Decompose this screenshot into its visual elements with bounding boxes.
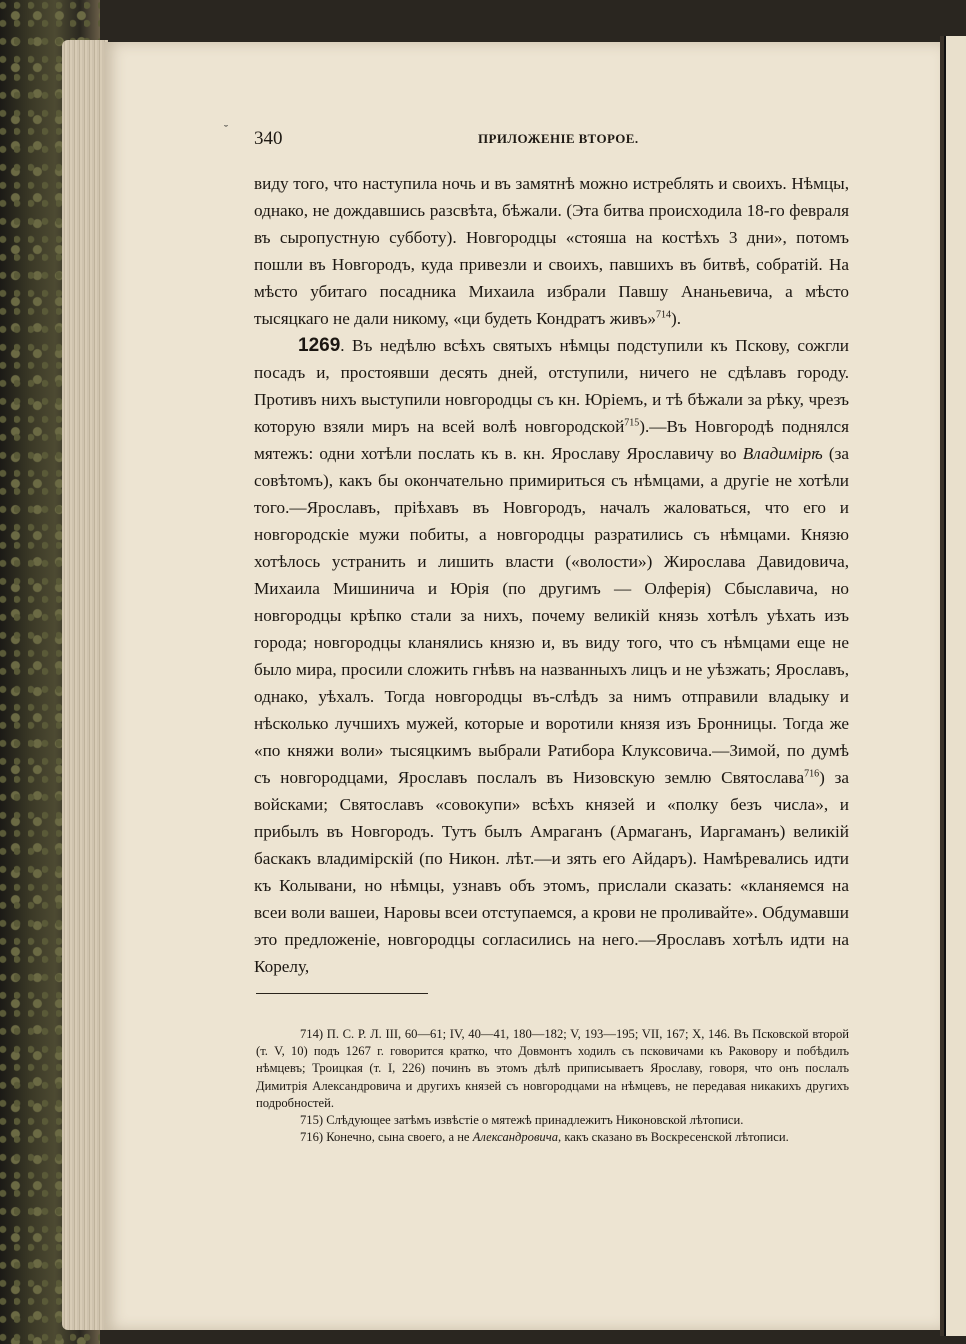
page-header <box>254 128 849 154</box>
running-head: ПРИЛОЖЕНІЕ ВТОРОЕ. <box>478 131 639 146</box>
footnote-715: 715) Слѣдующее затѣмъ извѣстіе о мятежѣ принадлежитъ Никоновской лѣтописи. <box>300 1113 744 1128</box>
page-mark-dot: ˘ <box>224 122 228 136</box>
paragraph-1269: 1269. Въ недѣлю всѣхъ святыхъ нѣмцы подступили къ Пскову, сожгли посадъ и, простоявши десять дней, отступили, ничего не сдѣлавъ городу. Противъ нихъ выступили новгородцы съ кн. Юріемъ, и тѣ бѣжали за рѣку, чрезъ которую взяли миръ на всей волѣ новгородской$^{715}$).—Въ Новгородѣ поднялся мятежъ: одни хотѣли послать къ в. кн. Ярославу Ярославичу во Владимірѣ (за совѣтомъ), какъ бы окончательно примириться съ нѣмцами, а другіе не хотѣли того.—Ярославъ, пріѣхавъ въ Новгородъ, началъ жаловаться, что его и новгородскіе мужи побиты, а новгородцы разратились съ нѣмцами. Князю хотѣлось устранить и лишить власти («волости») Жирослава Давидовича, Михаила Мишинича и Юрія (по другимъ — Олферія) Сбыславича, но новгородцы крѣпко стали за нихъ, почему великій князь хотѣлъ уѣхать изъ города; новгородцы кланялись князю и, въ виду того, что съ нѣмцами еще не было мира, просили сложить гнѣвъ на названныхъ лицъ и не уѣзжать; Ярославъ, однако, уѣхалъ. Тогда новгородцы въ-слѣдъ за нимъ отправили владыку и нѣсколько лучшихъ мужей, которые и воротили князя изъ Бронницы. Тогда же «по княжи воли» тысяцкимъ выбрали Ратибора Клуксовича.—Зимой, по думѣ съ новгородцами, Ярославъ послалъ въ Низовскую землю Святослава$^{716}$) за войсками; Святославъ «совокупи» всѣхъ князей и «полку безъ числа», и прибылъ въ Новгородъ. Тутъ былъ Амраганъ (Армаганъ, Иаргаманъ) великій баскакъ владимірскій (по Никон. лѣт.—и зять его Айдаръ). Намѣревались идти къ Колывани, но нѣмцы, узнавъ объ этомъ, прислали сказать: «кланяемся на всеи воли вашеи, Наровы всеи отступаемся, а крови не проливайте». Обдумавши это предложеніе, новгородцы согласились на него.—Ярославъ хотѣлъ идти на Корелу, <box>254 335 850 976</box>
page-edges <box>62 40 108 1330</box>
footnote-716: 716) Конечно, сына своего, а не Александровича, какъ сказано въ Воскресенской лѣтописи. <box>300 1130 789 1145</box>
footnotes <box>256 1026 849 1146</box>
footnote-ref-716[interactable]: 716 <box>804 768 820 780</box>
page-number: 340 <box>254 128 283 149</box>
footnote-ref-715[interactable]: 715 <box>624 417 640 429</box>
facing-page-edge <box>940 36 966 1336</box>
footnote-714: 714) П. С. Р. Л. III, 60—61; IV, 40—41, 180—182; V, 193—195; VII, 167; X, 146. Въ Псковской второй (т. V, 10) подъ 1267 г. говорится кратко, что Довмонтъ ходилъ съ псковичами къ Раковору и побѣдилъ нѣмцевъ; Троицкая (т. I, 226) починъ въ этомъ дѣлѣ приписываетъ Ярославу, говоря, что онъ послалъ Димитрія Александровича и другихъ князей съ новгородцами на нѣмцевъ, не передавая никакихъ другихъ подробностей. <box>256 1027 849 1110</box>
footnote-rule <box>256 993 428 994</box>
footnote-ref-714[interactable]: 714 <box>656 309 671 321</box>
main-text <box>254 170 849 980</box>
italic-term: Владимірѣ <box>742 444 823 463</box>
year-heading: 1269 <box>298 335 341 356</box>
paragraph-1: виду того, что наступила ночь и въ замятнѣ можно истреблять и своихъ. Нѣмцы, однако, не дождавшись разсвѣта, бѣжали. (Эта битва происходила 18-го февраля въ сыропустную субботу). Новгородцы «стояша на костѣхъ 3 дни», потомъ пошли въ Новгородъ, куда привезли и своихъ, павшихъ въ битвѣ, собратій. На мѣсто убитаго посадника Михаила избрали Павшу Ананьевича, а мѣсто тысяцкаго не дали никому, «ци будеть Кондратъ живъ»$^{714}$). <box>254 174 849 328</box>
